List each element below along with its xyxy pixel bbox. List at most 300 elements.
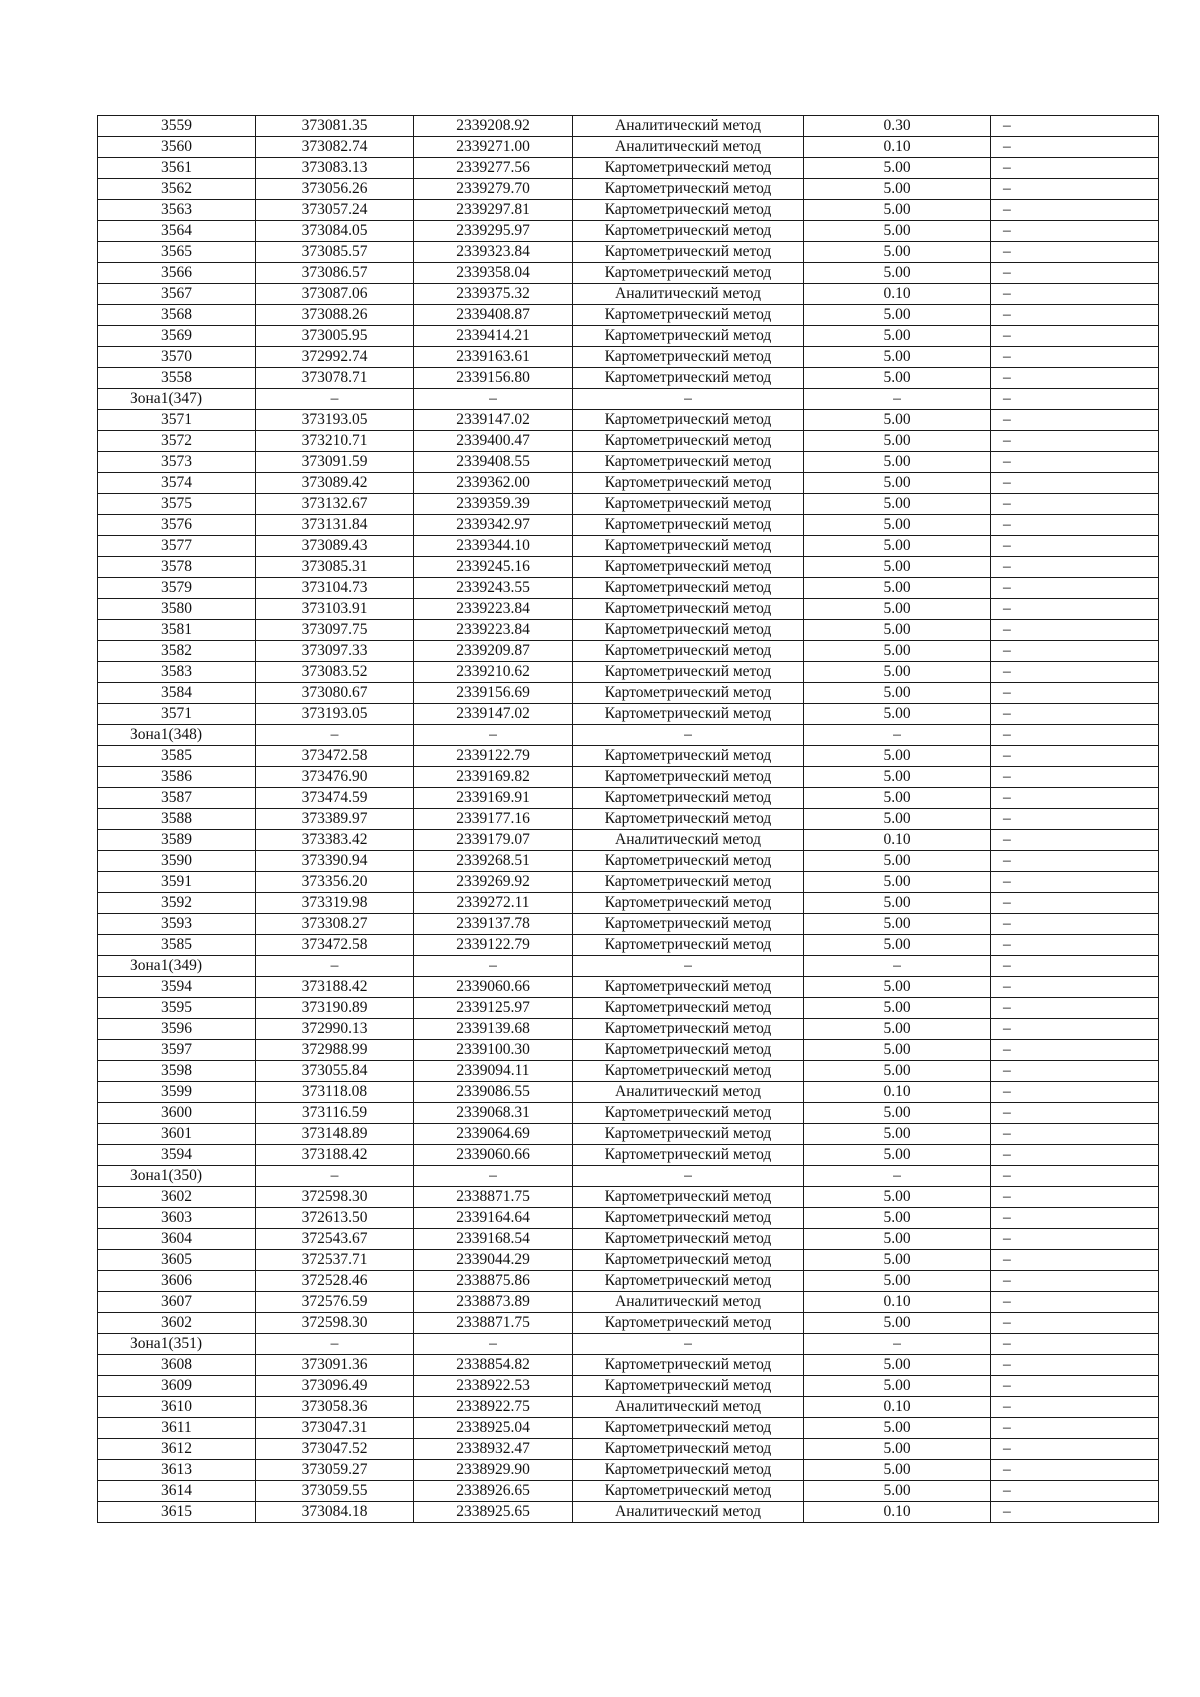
point-number-cell: 3587: [98, 788, 256, 809]
x-coordinate-cell: 373059.27: [256, 1460, 414, 1481]
x-coordinate-cell: 372537.71: [256, 1250, 414, 1271]
description-cell: –: [991, 557, 1159, 578]
x-coordinate-cell: –: [256, 725, 414, 746]
accuracy-cell: 5.00: [804, 1439, 991, 1460]
accuracy-cell: –: [804, 1334, 991, 1355]
description-cell: –: [991, 1208, 1159, 1229]
point-number-cell: 3579: [98, 578, 256, 599]
description-cell: –: [991, 1061, 1159, 1082]
x-coordinate-cell: 373193.05: [256, 410, 414, 431]
method-cell: Картометрический метод: [573, 1040, 804, 1061]
method-cell: Картометрический метод: [573, 914, 804, 935]
description-cell: –: [991, 1334, 1159, 1355]
y-coordinate-cell: 2338873.89: [414, 1292, 573, 1313]
point-number-cell: Зона1(348): [98, 725, 256, 746]
table-row: [98, 599, 1159, 620]
description-cell: –: [991, 767, 1159, 788]
x-coordinate-cell: 373118.08: [256, 1082, 414, 1103]
point-number-cell: 3611: [98, 1418, 256, 1439]
accuracy-cell: 0.30: [804, 116, 991, 137]
description-cell: –: [991, 200, 1159, 221]
x-coordinate-cell: 373056.26: [256, 179, 414, 200]
point-number-cell: 3586: [98, 767, 256, 788]
table-row: [98, 1019, 1159, 1040]
method-cell: Картометрический метод: [573, 977, 804, 998]
point-number-cell: 3614: [98, 1481, 256, 1502]
point-number-cell: 3571: [98, 410, 256, 431]
table-row: [98, 830, 1159, 851]
method-cell: Картометрический метод: [573, 998, 804, 1019]
accuracy-cell: 5.00: [804, 158, 991, 179]
point-number-cell: 3602: [98, 1187, 256, 1208]
point-number-cell: 3597: [98, 1040, 256, 1061]
method-cell: Картометрический метод: [573, 851, 804, 872]
description-cell: –: [991, 158, 1159, 179]
y-coordinate-cell: 2339297.81: [414, 200, 573, 221]
table-row: [98, 1271, 1159, 1292]
accuracy-cell: 5.00: [804, 494, 991, 515]
accuracy-cell: 5.00: [804, 1355, 991, 1376]
table-row: [98, 1229, 1159, 1250]
method-cell: Картометрический метод: [573, 515, 804, 536]
y-coordinate-cell: 2339342.97: [414, 515, 573, 536]
y-coordinate-cell: 2339209.87: [414, 641, 573, 662]
table-row: [98, 116, 1159, 137]
description-cell: –: [991, 1229, 1159, 1250]
x-coordinate-cell: 372543.67: [256, 1229, 414, 1250]
y-coordinate-cell: 2339408.55: [414, 452, 573, 473]
table-row: [98, 767, 1159, 788]
table-row: [98, 1292, 1159, 1313]
method-cell: Картометрический метод: [573, 1376, 804, 1397]
table-row: [98, 200, 1159, 221]
table-row: [98, 620, 1159, 641]
y-coordinate-cell: 2339323.84: [414, 242, 573, 263]
point-number-cell: 3559: [98, 116, 256, 137]
x-coordinate-cell: 373085.31: [256, 557, 414, 578]
method-cell: Картометрический метод: [573, 1271, 804, 1292]
table-row: [98, 1397, 1159, 1418]
description-cell: –: [991, 1187, 1159, 1208]
y-coordinate-cell: –: [414, 956, 573, 977]
y-coordinate-cell: 2339210.62: [414, 662, 573, 683]
point-number-cell: Зона1(347): [98, 389, 256, 410]
point-number-cell: 3567: [98, 284, 256, 305]
method-cell: –: [573, 1166, 804, 1187]
description-cell: –: [991, 452, 1159, 473]
description-cell: –: [991, 410, 1159, 431]
y-coordinate-cell: 2339169.82: [414, 767, 573, 788]
description-cell: –: [991, 1103, 1159, 1124]
accuracy-cell: 5.00: [804, 914, 991, 935]
method-cell: Картометрический метод: [573, 641, 804, 662]
table-row: [98, 1082, 1159, 1103]
x-coordinate-cell: 373096.49: [256, 1376, 414, 1397]
table-row: [98, 1355, 1159, 1376]
accuracy-cell: 5.00: [804, 599, 991, 620]
x-coordinate-cell: 373389.97: [256, 809, 414, 830]
accuracy-cell: 0.10: [804, 137, 991, 158]
x-coordinate-cell: 373472.58: [256, 935, 414, 956]
accuracy-cell: 5.00: [804, 893, 991, 914]
x-coordinate-cell: 373097.75: [256, 620, 414, 641]
y-coordinate-cell: 2339156.69: [414, 683, 573, 704]
description-cell: –: [991, 683, 1159, 704]
x-coordinate-cell: 372992.74: [256, 347, 414, 368]
point-number-cell: 3574: [98, 473, 256, 494]
description-cell: –: [991, 662, 1159, 683]
table-row: [98, 305, 1159, 326]
x-coordinate-cell: 373078.71: [256, 368, 414, 389]
x-coordinate-cell: –: [256, 1334, 414, 1355]
method-cell: –: [573, 1334, 804, 1355]
x-coordinate-cell: 373082.74: [256, 137, 414, 158]
y-coordinate-cell: 2338926.65: [414, 1481, 573, 1502]
accuracy-cell: 0.10: [804, 1082, 991, 1103]
y-coordinate-cell: 2339208.92: [414, 116, 573, 137]
point-number-cell: 3583: [98, 662, 256, 683]
x-coordinate-cell: 373086.57: [256, 263, 414, 284]
point-number-cell: 3569: [98, 326, 256, 347]
y-coordinate-cell: 2339169.91: [414, 788, 573, 809]
point-number-cell: 3607: [98, 1292, 256, 1313]
y-coordinate-cell: 2339064.69: [414, 1124, 573, 1145]
point-number-cell: 3602: [98, 1313, 256, 1334]
description-cell: –: [991, 599, 1159, 620]
y-coordinate-cell: 2338932.47: [414, 1439, 573, 1460]
y-coordinate-cell: 2339139.68: [414, 1019, 573, 1040]
description-cell: –: [991, 872, 1159, 893]
method-cell: Картометрический метод: [573, 1355, 804, 1376]
y-coordinate-cell: 2338922.75: [414, 1397, 573, 1418]
x-coordinate-cell: 372988.99: [256, 1040, 414, 1061]
y-coordinate-cell: 2339125.97: [414, 998, 573, 1019]
point-number-cell: Зона1(350): [98, 1166, 256, 1187]
x-coordinate-cell: 372990.13: [256, 1019, 414, 1040]
method-cell: Картометрический метод: [573, 326, 804, 347]
method-cell: Картометрический метод: [573, 767, 804, 788]
x-coordinate-cell: 373080.67: [256, 683, 414, 704]
y-coordinate-cell: 2339295.97: [414, 221, 573, 242]
description-cell: –: [991, 494, 1159, 515]
method-cell: Картометрический метод: [573, 893, 804, 914]
method-cell: Картометрический метод: [573, 536, 804, 557]
accuracy-cell: 5.00: [804, 746, 991, 767]
y-coordinate-cell: 2339277.56: [414, 158, 573, 179]
point-number-cell: 3566: [98, 263, 256, 284]
point-number-cell: 3609: [98, 1376, 256, 1397]
table-row: [98, 452, 1159, 473]
table-row: [98, 137, 1159, 158]
point-number-cell: 3594: [98, 977, 256, 998]
x-coordinate-cell: 373081.35: [256, 116, 414, 137]
accuracy-cell: –: [804, 725, 991, 746]
y-coordinate-cell: 2338929.90: [414, 1460, 573, 1481]
point-number-cell: 3606: [98, 1271, 256, 1292]
x-coordinate-cell: 373087.06: [256, 284, 414, 305]
description-cell: –: [991, 851, 1159, 872]
method-cell: Картометрический метод: [573, 1061, 804, 1082]
method-cell: Картометрический метод: [573, 746, 804, 767]
description-cell: –: [991, 1418, 1159, 1439]
accuracy-cell: 5.00: [804, 1187, 991, 1208]
x-coordinate-cell: 373131.84: [256, 515, 414, 536]
point-number-cell: 3598: [98, 1061, 256, 1082]
accuracy-cell: 5.00: [804, 1481, 991, 1502]
y-coordinate-cell: 2338922.53: [414, 1376, 573, 1397]
accuracy-cell: –: [804, 956, 991, 977]
coordinates-table-body: [98, 116, 1159, 1523]
method-cell: Картометрический метод: [573, 683, 804, 704]
y-coordinate-cell: 2339164.64: [414, 1208, 573, 1229]
point-number-cell: 3603: [98, 1208, 256, 1229]
description-cell: –: [991, 431, 1159, 452]
zone-header-row: [98, 725, 1159, 746]
accuracy-cell: 5.00: [804, 998, 991, 1019]
accuracy-cell: 5.00: [804, 200, 991, 221]
point-number-cell: 3593: [98, 914, 256, 935]
description-cell: –: [991, 977, 1159, 998]
point-number-cell: 3589: [98, 830, 256, 851]
point-number-cell: 3561: [98, 158, 256, 179]
description-cell: –: [991, 1481, 1159, 1502]
accuracy-cell: 5.00: [804, 1124, 991, 1145]
table-row: [98, 809, 1159, 830]
table-row: [98, 662, 1159, 683]
description-cell: –: [991, 137, 1159, 158]
method-cell: Картометрический метод: [573, 305, 804, 326]
point-number-cell: 3595: [98, 998, 256, 1019]
accuracy-cell: 5.00: [804, 1376, 991, 1397]
accuracy-cell: 5.00: [804, 1145, 991, 1166]
method-cell: Картометрический метод: [573, 1124, 804, 1145]
y-coordinate-cell: 2338871.75: [414, 1187, 573, 1208]
x-coordinate-cell: 373383.42: [256, 830, 414, 851]
x-coordinate-cell: 373085.57: [256, 242, 414, 263]
y-coordinate-cell: 2339245.16: [414, 557, 573, 578]
x-coordinate-cell: 373083.52: [256, 662, 414, 683]
y-coordinate-cell: 2339271.00: [414, 137, 573, 158]
method-cell: Картометрический метод: [573, 1103, 804, 1124]
table-row: [98, 494, 1159, 515]
method-cell: Аналитический метод: [573, 1397, 804, 1418]
description-cell: –: [991, 1271, 1159, 1292]
accuracy-cell: 5.00: [804, 410, 991, 431]
accuracy-cell: 0.10: [804, 1292, 991, 1313]
description-cell: –: [991, 116, 1159, 137]
accuracy-cell: 5.00: [804, 1019, 991, 1040]
y-coordinate-cell: 2339414.21: [414, 326, 573, 347]
table-row: [98, 851, 1159, 872]
point-number-cell: 3580: [98, 599, 256, 620]
accuracy-cell: 5.00: [804, 851, 991, 872]
zone-header-row: [98, 1166, 1159, 1187]
description-cell: –: [991, 1313, 1159, 1334]
y-coordinate-cell: 2339344.10: [414, 536, 573, 557]
y-coordinate-cell: 2339358.04: [414, 263, 573, 284]
accuracy-cell: 5.00: [804, 557, 991, 578]
table-row: [98, 872, 1159, 893]
accuracy-cell: 5.00: [804, 1208, 991, 1229]
point-number-cell: 3560: [98, 137, 256, 158]
description-cell: –: [991, 515, 1159, 536]
y-coordinate-cell: 2339163.61: [414, 347, 573, 368]
x-coordinate-cell: 373005.95: [256, 326, 414, 347]
method-cell: Картометрический метод: [573, 1250, 804, 1271]
description-cell: –: [991, 914, 1159, 935]
point-number-cell: 3558: [98, 368, 256, 389]
method-cell: –: [573, 725, 804, 746]
y-coordinate-cell: 2338871.75: [414, 1313, 573, 1334]
y-coordinate-cell: 2339147.02: [414, 704, 573, 725]
description-cell: –: [991, 935, 1159, 956]
table-row: [98, 1376, 1159, 1397]
y-coordinate-cell: 2339268.51: [414, 851, 573, 872]
method-cell: Картометрический метод: [573, 935, 804, 956]
accuracy-cell: –: [804, 389, 991, 410]
description-cell: –: [991, 620, 1159, 641]
point-number-cell: 3600: [98, 1103, 256, 1124]
zone-header-row: [98, 1334, 1159, 1355]
y-coordinate-cell: 2339137.78: [414, 914, 573, 935]
method-cell: Аналитический метод: [573, 1502, 804, 1523]
accuracy-cell: 5.00: [804, 221, 991, 242]
point-number-cell: 3599: [98, 1082, 256, 1103]
table-row: [98, 1250, 1159, 1271]
y-coordinate-cell: 2339362.00: [414, 473, 573, 494]
accuracy-cell: 5.00: [804, 1313, 991, 1334]
table-row: [98, 263, 1159, 284]
x-coordinate-cell: 373132.67: [256, 494, 414, 515]
method-cell: Картометрический метод: [573, 179, 804, 200]
y-coordinate-cell: 2339408.87: [414, 305, 573, 326]
y-coordinate-cell: 2339094.11: [414, 1061, 573, 1082]
table-row: [98, 1439, 1159, 1460]
description-cell: –: [991, 578, 1159, 599]
x-coordinate-cell: 373059.55: [256, 1481, 414, 1502]
x-coordinate-cell: 373057.24: [256, 200, 414, 221]
description-cell: –: [991, 746, 1159, 767]
y-coordinate-cell: 2339223.84: [414, 599, 573, 620]
point-number-cell: 3565: [98, 242, 256, 263]
method-cell: Аналитический метод: [573, 1292, 804, 1313]
table-row: [98, 1460, 1159, 1481]
method-cell: Картометрический метод: [573, 1439, 804, 1460]
method-cell: Картометрический метод: [573, 347, 804, 368]
x-coordinate-cell: –: [256, 1166, 414, 1187]
method-cell: Картометрический метод: [573, 704, 804, 725]
accuracy-cell: 5.00: [804, 1418, 991, 1439]
method-cell: Картометрический метод: [573, 599, 804, 620]
table-row: [98, 1103, 1159, 1124]
accuracy-cell: 5.00: [804, 620, 991, 641]
accuracy-cell: 5.00: [804, 347, 991, 368]
method-cell: Аналитический метод: [573, 284, 804, 305]
description-cell: –: [991, 641, 1159, 662]
point-number-cell: 3608: [98, 1355, 256, 1376]
point-number-cell: 3590: [98, 851, 256, 872]
x-coordinate-cell: 373103.91: [256, 599, 414, 620]
method-cell: Картометрический метод: [573, 263, 804, 284]
method-cell: Картометрический метод: [573, 1145, 804, 1166]
method-cell: Картометрический метод: [573, 1418, 804, 1439]
accuracy-cell: 5.00: [804, 788, 991, 809]
description-cell: –: [991, 788, 1159, 809]
description-cell: –: [991, 1460, 1159, 1481]
point-number-cell: 3610: [98, 1397, 256, 1418]
table-row: [98, 935, 1159, 956]
table-row: [98, 1313, 1159, 1334]
x-coordinate-cell: 373084.05: [256, 221, 414, 242]
accuracy-cell: 5.00: [804, 1271, 991, 1292]
accuracy-cell: 5.00: [804, 1229, 991, 1250]
table-row: [98, 410, 1159, 431]
y-coordinate-cell: 2339086.55: [414, 1082, 573, 1103]
y-coordinate-cell: 2339269.92: [414, 872, 573, 893]
accuracy-cell: 5.00: [804, 872, 991, 893]
accuracy-cell: 5.00: [804, 683, 991, 704]
method-cell: Картометрический метод: [573, 1187, 804, 1208]
table-row: [98, 1040, 1159, 1061]
accuracy-cell: 5.00: [804, 242, 991, 263]
description-cell: –: [991, 1355, 1159, 1376]
description-cell: –: [991, 956, 1159, 977]
table-row: [98, 158, 1159, 179]
accuracy-cell: 5.00: [804, 326, 991, 347]
method-cell: Картометрический метод: [573, 221, 804, 242]
table-row: [98, 704, 1159, 725]
description-cell: –: [991, 1082, 1159, 1103]
description-cell: –: [991, 389, 1159, 410]
x-coordinate-cell: 373084.18: [256, 1502, 414, 1523]
accuracy-cell: 0.10: [804, 1502, 991, 1523]
table-row: [98, 1187, 1159, 1208]
accuracy-cell: 5.00: [804, 263, 991, 284]
method-cell: Аналитический метод: [573, 1082, 804, 1103]
table-row: [98, 998, 1159, 1019]
point-number-cell: 3615: [98, 1502, 256, 1523]
method-cell: Аналитический метод: [573, 116, 804, 137]
x-coordinate-cell: 373091.59: [256, 452, 414, 473]
description-cell: –: [991, 242, 1159, 263]
y-coordinate-cell: 2339243.55: [414, 578, 573, 599]
accuracy-cell: 5.00: [804, 1040, 991, 1061]
method-cell: Картометрический метод: [573, 1313, 804, 1334]
accuracy-cell: 5.00: [804, 662, 991, 683]
x-coordinate-cell: 372598.30: [256, 1187, 414, 1208]
accuracy-cell: 5.00: [804, 305, 991, 326]
method-cell: Аналитический метод: [573, 830, 804, 851]
method-cell: Картометрический метод: [573, 872, 804, 893]
x-coordinate-cell: 373097.33: [256, 641, 414, 662]
x-coordinate-cell: 373055.84: [256, 1061, 414, 1082]
table-row: [98, 641, 1159, 662]
description-cell: –: [991, 998, 1159, 1019]
y-coordinate-cell: 2339177.16: [414, 809, 573, 830]
description-cell: –: [991, 1019, 1159, 1040]
x-coordinate-cell: 373476.90: [256, 767, 414, 788]
point-number-cell: 3573: [98, 452, 256, 473]
y-coordinate-cell: 2339223.84: [414, 620, 573, 641]
x-coordinate-cell: 372576.59: [256, 1292, 414, 1313]
point-number-cell: 3570: [98, 347, 256, 368]
description-cell: –: [991, 536, 1159, 557]
method-cell: Картометрический метод: [573, 452, 804, 473]
accuracy-cell: 5.00: [804, 452, 991, 473]
y-coordinate-cell: 2339122.79: [414, 935, 573, 956]
description-cell: –: [991, 326, 1159, 347]
table-row: [98, 1418, 1159, 1439]
